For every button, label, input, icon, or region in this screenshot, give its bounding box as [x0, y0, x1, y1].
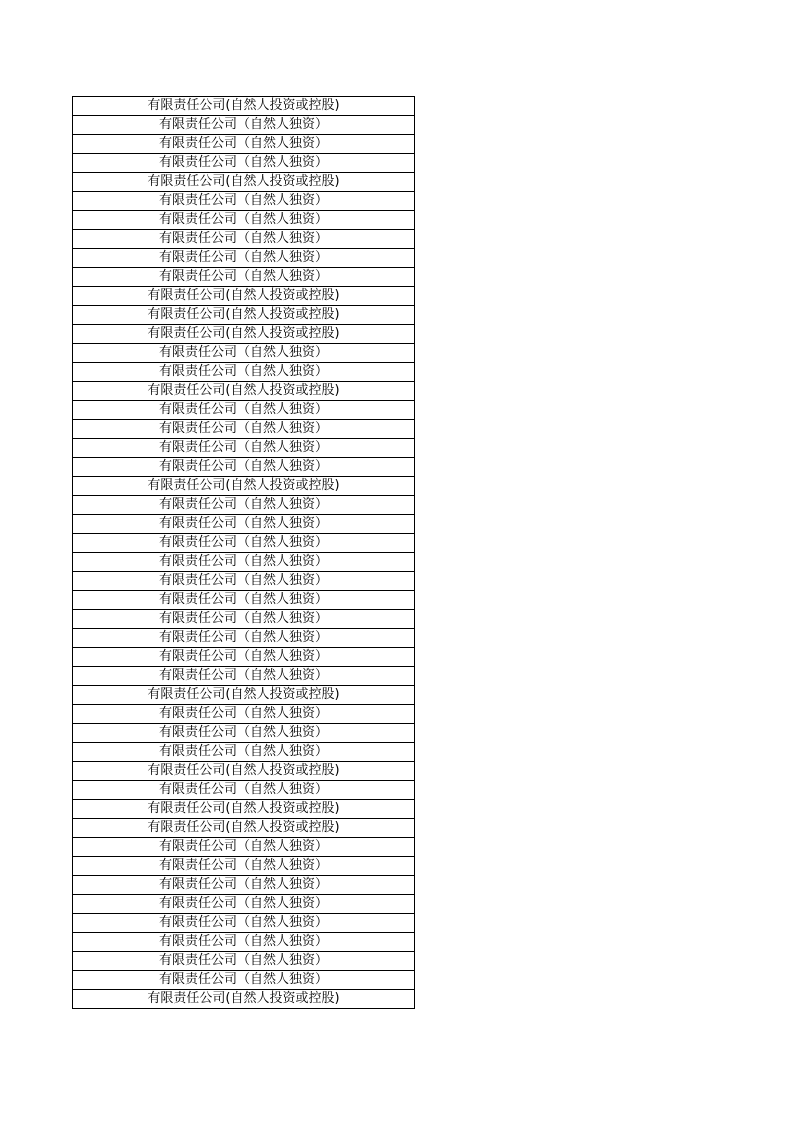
table-row — [73, 496, 415, 515]
table-row — [73, 800, 415, 819]
table-row — [73, 762, 415, 781]
table-row — [73, 857, 415, 876]
company-type-cell[interactable]: 有限责任公司(自然人投资或控股) — [73, 173, 415, 192]
company-type-cell[interactable]: 有限责任公司（自然人独资） — [73, 572, 415, 591]
table-row — [73, 914, 415, 933]
table-row — [73, 743, 415, 762]
company-type-cell[interactable]: 有限责任公司（自然人独资） — [73, 135, 415, 154]
company-type-cell[interactable]: 有限责任公司(自然人投资或控股) — [73, 477, 415, 496]
company-type-cell[interactable]: 有限责任公司（自然人独资） — [73, 192, 415, 211]
company-type-cell[interactable]: 有限责任公司（自然人独资） — [73, 857, 415, 876]
table-row — [73, 515, 415, 534]
company-type-cell[interactable]: 有限责任公司（自然人独资） — [73, 154, 415, 173]
company-type-cell[interactable]: 有限责任公司（自然人独资） — [73, 876, 415, 895]
company-type-table — [72, 96, 415, 1009]
table-row — [73, 306, 415, 325]
table-row — [73, 629, 415, 648]
table-row — [73, 952, 415, 971]
company-type-cell[interactable]: 有限责任公司（自然人独资） — [73, 363, 415, 382]
company-type-cell[interactable]: 有限责任公司（自然人独资） — [73, 629, 415, 648]
table-row — [73, 534, 415, 553]
company-type-cell[interactable]: 有限责任公司（自然人独资） — [73, 895, 415, 914]
table-row — [73, 173, 415, 192]
table-row — [73, 819, 415, 838]
table-row — [73, 572, 415, 591]
company-type-cell[interactable]: 有限责任公司（自然人独资） — [73, 515, 415, 534]
company-type-cell[interactable]: 有限责任公司（自然人独资） — [73, 344, 415, 363]
table-row — [73, 268, 415, 287]
table-row — [73, 458, 415, 477]
company-type-cell[interactable]: 有限责任公司(自然人投资或控股) — [73, 800, 415, 819]
table-row — [73, 781, 415, 800]
table-row — [73, 971, 415, 990]
table-row — [73, 648, 415, 667]
company-type-cell[interactable]: 有限责任公司（自然人独资） — [73, 705, 415, 724]
table-row — [73, 933, 415, 952]
table-row — [73, 477, 415, 496]
table-row — [73, 990, 415, 1009]
company-type-cell[interactable]: 有限责任公司（自然人独资） — [73, 553, 415, 572]
company-type-cell[interactable]: 有限责任公司（自然人独资） — [73, 610, 415, 629]
company-type-cell[interactable]: 有限责任公司(自然人投资或控股) — [73, 287, 415, 306]
company-type-cell[interactable]: 有限责任公司（自然人独资） — [73, 591, 415, 610]
company-type-cell[interactable]: 有限责任公司（自然人独资） — [73, 249, 415, 268]
table-row — [73, 116, 415, 135]
table-row — [73, 230, 415, 249]
company-type-cell[interactable]: 有限责任公司（自然人独资） — [73, 781, 415, 800]
table-body — [73, 97, 415, 1009]
company-type-cell[interactable]: 有限责任公司（自然人独资） — [73, 420, 415, 439]
table-row — [73, 420, 415, 439]
table-row — [73, 287, 415, 306]
company-type-cell[interactable]: 有限责任公司（自然人独资） — [73, 838, 415, 857]
company-type-cell[interactable]: 有限责任公司（自然人独资） — [73, 458, 415, 477]
table-row — [73, 401, 415, 420]
table-row — [73, 838, 415, 857]
table-row — [73, 667, 415, 686]
table-row — [73, 610, 415, 629]
company-type-cell[interactable]: 有限责任公司（自然人独资） — [73, 933, 415, 952]
company-type-cell[interactable]: 有限责任公司（自然人独资） — [73, 648, 415, 667]
table-row — [73, 876, 415, 895]
table-row — [73, 325, 415, 344]
company-type-cell[interactable]: 有限责任公司(自然人投资或控股) — [73, 990, 415, 1009]
company-type-cell[interactable]: 有限责任公司（自然人独资） — [73, 534, 415, 553]
company-type-cell[interactable]: 有限责任公司(自然人投资或控股) — [73, 686, 415, 705]
table-row — [73, 382, 415, 401]
company-type-cell[interactable]: 有限责任公司(自然人投资或控股) — [73, 819, 415, 838]
table-row — [73, 154, 415, 173]
table-row — [73, 705, 415, 724]
company-type-cell[interactable]: 有限责任公司（自然人独资） — [73, 268, 415, 287]
company-type-cell[interactable]: 有限责任公司（自然人独资） — [73, 952, 415, 971]
company-type-cell[interactable]: 有限责任公司（自然人独资） — [73, 401, 415, 420]
table-row — [73, 211, 415, 230]
table-row — [73, 439, 415, 458]
table-row — [73, 344, 415, 363]
table-row — [73, 97, 415, 116]
table-row — [73, 192, 415, 211]
table-row — [73, 249, 415, 268]
company-type-cell[interactable]: 有限责任公司(自然人投资或控股) — [73, 762, 415, 781]
table-row — [73, 591, 415, 610]
company-type-cell[interactable]: 有限责任公司（自然人独资） — [73, 667, 415, 686]
company-type-cell[interactable]: 有限责任公司（自然人独资） — [73, 724, 415, 743]
table-row — [73, 686, 415, 705]
company-type-cell[interactable]: 有限责任公司（自然人独资） — [73, 914, 415, 933]
company-type-cell[interactable]: 有限责任公司(自然人投资或控股) — [73, 382, 415, 401]
company-type-cell[interactable]: 有限责任公司（自然人独资） — [73, 496, 415, 515]
company-type-cell[interactable]: 有限责任公司(自然人投资或控股) — [73, 306, 415, 325]
table-row — [73, 553, 415, 572]
company-type-cell[interactable]: 有限责任公司（自然人独资） — [73, 211, 415, 230]
company-type-cell[interactable]: 有限责任公司(自然人投资或控股) — [73, 97, 415, 116]
company-type-cell[interactable]: 有限责任公司（自然人独资） — [73, 971, 415, 990]
table-row — [73, 895, 415, 914]
company-type-cell[interactable]: 有限责任公司（自然人独资） — [73, 743, 415, 762]
table-row — [73, 135, 415, 154]
company-type-cell[interactable]: 有限责任公司(自然人投资或控股) — [73, 325, 415, 344]
company-type-cell[interactable]: 有限责任公司（自然人独资） — [73, 230, 415, 249]
company-type-cell[interactable]: 有限责任公司（自然人独资） — [73, 439, 415, 458]
company-type-cell[interactable]: 有限责任公司（自然人独资） — [73, 116, 415, 135]
table-row — [73, 363, 415, 382]
table-row — [73, 724, 415, 743]
